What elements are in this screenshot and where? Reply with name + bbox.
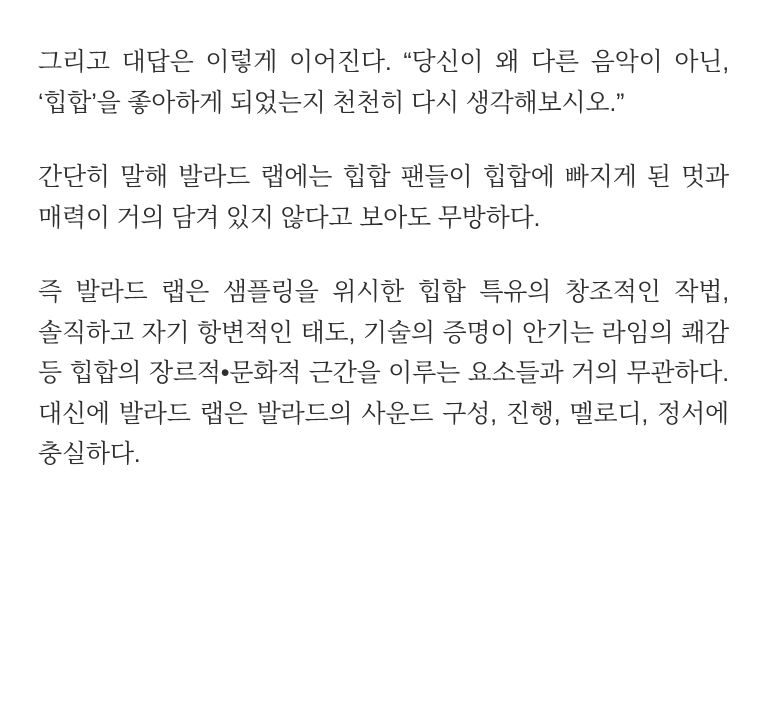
paragraph-3: 즉 발라드 랩은 샘플링을 위시한 힙합 특유의 창조적인 작법, 솔직하고 자기 항변적인 태도, 기술의 증명이 안기는 라임의 쾌감 등 힙합의 장르적•문화적 근간을 이루는 요소들과 거의 무관하다. 대신에 발라드 랩은 발라드의 사운드 구성, 진행, 멜로디, 정서에 충실하다. xyxy=(38,278,729,468)
paragraph-1: 그리고 대답은 이렇게 이어진다. “당신이 왜 다른 음악이 아닌, ‘힙합’을 좋아하게 되었는지 천천히 다시 생각해보시오.” xyxy=(38,48,729,117)
paragraph-2: 간단히 말해 발라드 랩에는 힙합 팬들이 힙합에 빠지게 된 멋과 매력이 거의 담겨 있지 않다고 보아도 무방하다. xyxy=(38,163,729,232)
